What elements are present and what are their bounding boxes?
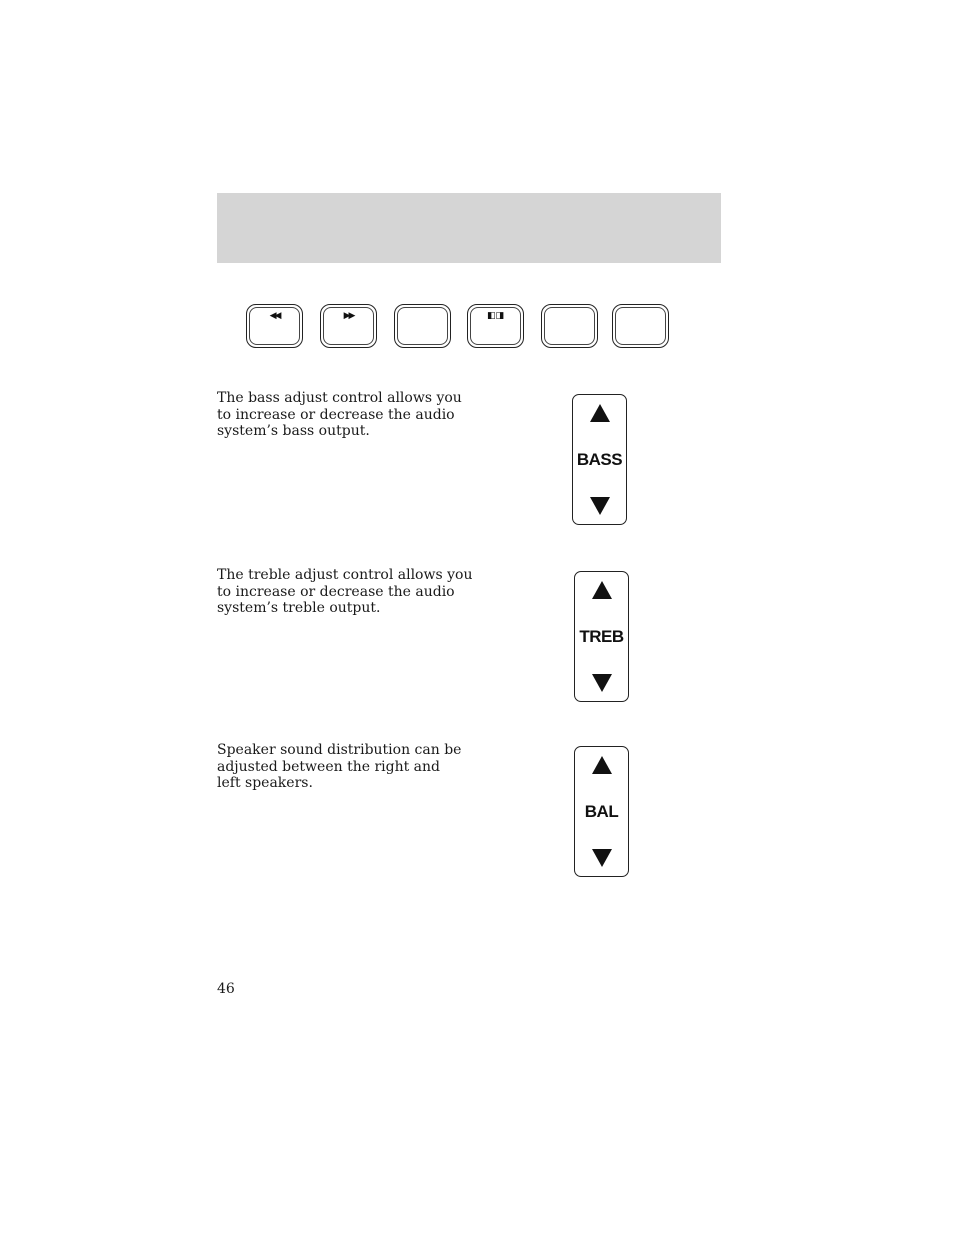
blank-button-6[interactable] xyxy=(612,304,669,348)
treble-rocker-control[interactable] xyxy=(574,571,629,702)
page-number: 46 xyxy=(217,981,235,997)
bass-description: The bass adjust control allows you to increase or decrease the audio system’s bass output. xyxy=(217,390,462,439)
fast-forward-icon: ▶▶ xyxy=(343,311,354,321)
dolby-button[interactable] xyxy=(467,304,524,348)
balance-description: Speaker sound distribution can be adjusted between the right and left speakers. xyxy=(217,742,462,791)
rewind-icon: ◀◀ xyxy=(269,311,280,321)
dolby-icon: ◧◨ xyxy=(486,311,504,321)
balance-label: BAL xyxy=(584,802,619,821)
section-header-band xyxy=(217,193,721,263)
triangle-up-icon[interactable] xyxy=(590,404,610,422)
balance-rocker-control[interactable] xyxy=(574,746,629,877)
bass-rocker-control[interactable] xyxy=(572,394,627,525)
triangle-down-icon[interactable] xyxy=(592,849,612,867)
bass-label: BASS xyxy=(576,450,623,469)
triangle-up-icon[interactable] xyxy=(592,756,612,774)
blank-button-3[interactable] xyxy=(394,304,451,348)
blank-button-5[interactable] xyxy=(541,304,598,348)
triangle-down-icon[interactable] xyxy=(592,674,612,692)
treble-label: TREB xyxy=(579,627,624,646)
triangle-down-icon[interactable] xyxy=(590,497,610,515)
triangle-up-icon[interactable] xyxy=(592,581,612,599)
fast-forward-button[interactable] xyxy=(320,304,377,348)
treble-description: The treble adjust control allows you to increase or decrease the audio system’s treble output. xyxy=(217,567,473,616)
rewind-button[interactable] xyxy=(246,304,303,348)
